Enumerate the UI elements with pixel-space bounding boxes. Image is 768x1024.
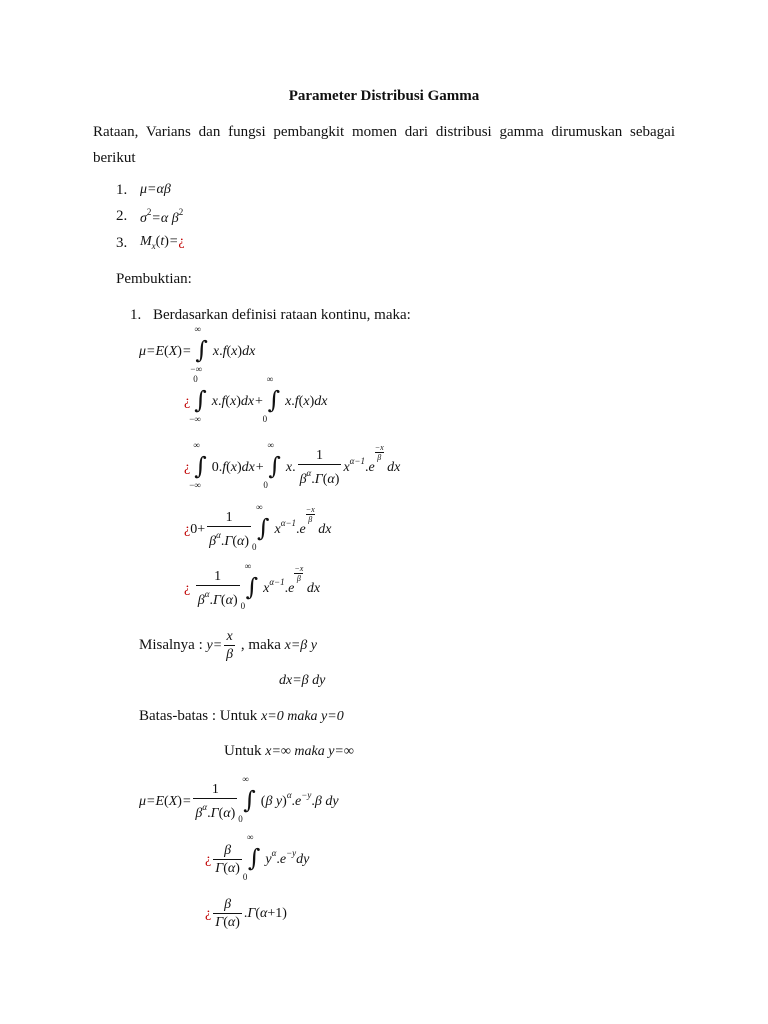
list-item xyxy=(116,208,127,225)
list-item xyxy=(116,182,127,199)
maka-label: , maka xyxy=(240,637,281,653)
misalnya-line: Misalnya : y= $\frac{x}{\beta}$ , maka x=β y xyxy=(139,629,317,662)
batas-label: Batas-batas : Untuk xyxy=(139,708,258,724)
bounds-line-2: Untuk x=∞ maka y=∞ xyxy=(224,743,354,759)
page-title: Parameter Distribusi Gamma xyxy=(288,88,480,104)
eq-split: ¿ 0 ∫ −∞ x.f(x)dx+ ∞ ∫ 0 x.f(x)dx xyxy=(184,374,328,424)
list-item xyxy=(116,235,127,252)
untuk-label: Untuk xyxy=(224,743,262,759)
step-number: 1. xyxy=(130,307,142,323)
variance-formula: $\sigma^2=\alpha$ $\beta^2$ xyxy=(140,207,184,226)
misalnya-label: Misalnya : xyxy=(139,637,203,653)
pembuktian-label: Pembuktian: xyxy=(116,271,192,287)
step-text: Berdasarkan definisi rataan kontinu, maka: xyxy=(153,307,411,323)
inverted-question-mark: ¿ xyxy=(184,394,191,410)
step-1 xyxy=(130,307,411,324)
eq-simplified: ¿ $\frac{1}{\beta^\alpha.\Gamma(\alpha)}$ ∞ ∫ 0 $x^{\alpha-1}.e$ $\frac{-x}{\beta}$ dx xyxy=(184,560,321,611)
eq-mu-definition: μ=E(X)= ∞ ∫ −∞ x.f(x)dx xyxy=(139,324,256,374)
eq-zero-plus: ¿0+ $\frac{1}{\beta^\alpha.\Gamma(\alpha)}$ ∞ ∫ 0 $x^{\alpha-1}.e$ $\frac{-x}{\beta}$ dx xyxy=(184,501,332,552)
list-number: 1. xyxy=(116,182,128,198)
mgf-formula: $M_x(t)=¿$ xyxy=(140,234,185,251)
eq-mu-substituted: μ=E(X)= $\frac{1}{\beta^\alpha.\Gamma(\alpha)}$ ∞ ∫ 0 (β $y)^\alpha.e^{-y}.\beta$ dy xyxy=(139,774,339,824)
eq-substitution: ¿ ∞ ∫ −∞ 0.f(x)dx+ ∞ ∫ 0 x. $\frac{1}{\beta^\alpha.\Gamma(\alpha)}$ $x^{\alpha-1}.e$ $\frac{-x}{\beta}$ dx xyxy=(184,439,401,490)
eq-dx: dx=β dy xyxy=(279,673,326,688)
list-number: 3. xyxy=(116,235,128,251)
intro-paragraph: Rataan, Varians dan fungsi pembangkit momen dari distribusi gamma dirumuskan sebagai berikut xyxy=(93,124,675,166)
eq-gamma-final: ¿ $\frac{\beta}{\Gamma(\alpha)}$ .Γ(α+1) xyxy=(205,897,287,930)
mean-formula: μ=αβ xyxy=(140,182,171,197)
eq-gamma-integral: ¿ $\frac{\beta}{\Gamma(\alpha)}$ ∞ ∫ 0 $y^\alpha.e^{-y}dy$ xyxy=(205,832,310,882)
bounds-line-1: Batas-batas : Untuk x=0 maka y=0 xyxy=(139,708,344,724)
list-number: 2. xyxy=(116,208,128,224)
